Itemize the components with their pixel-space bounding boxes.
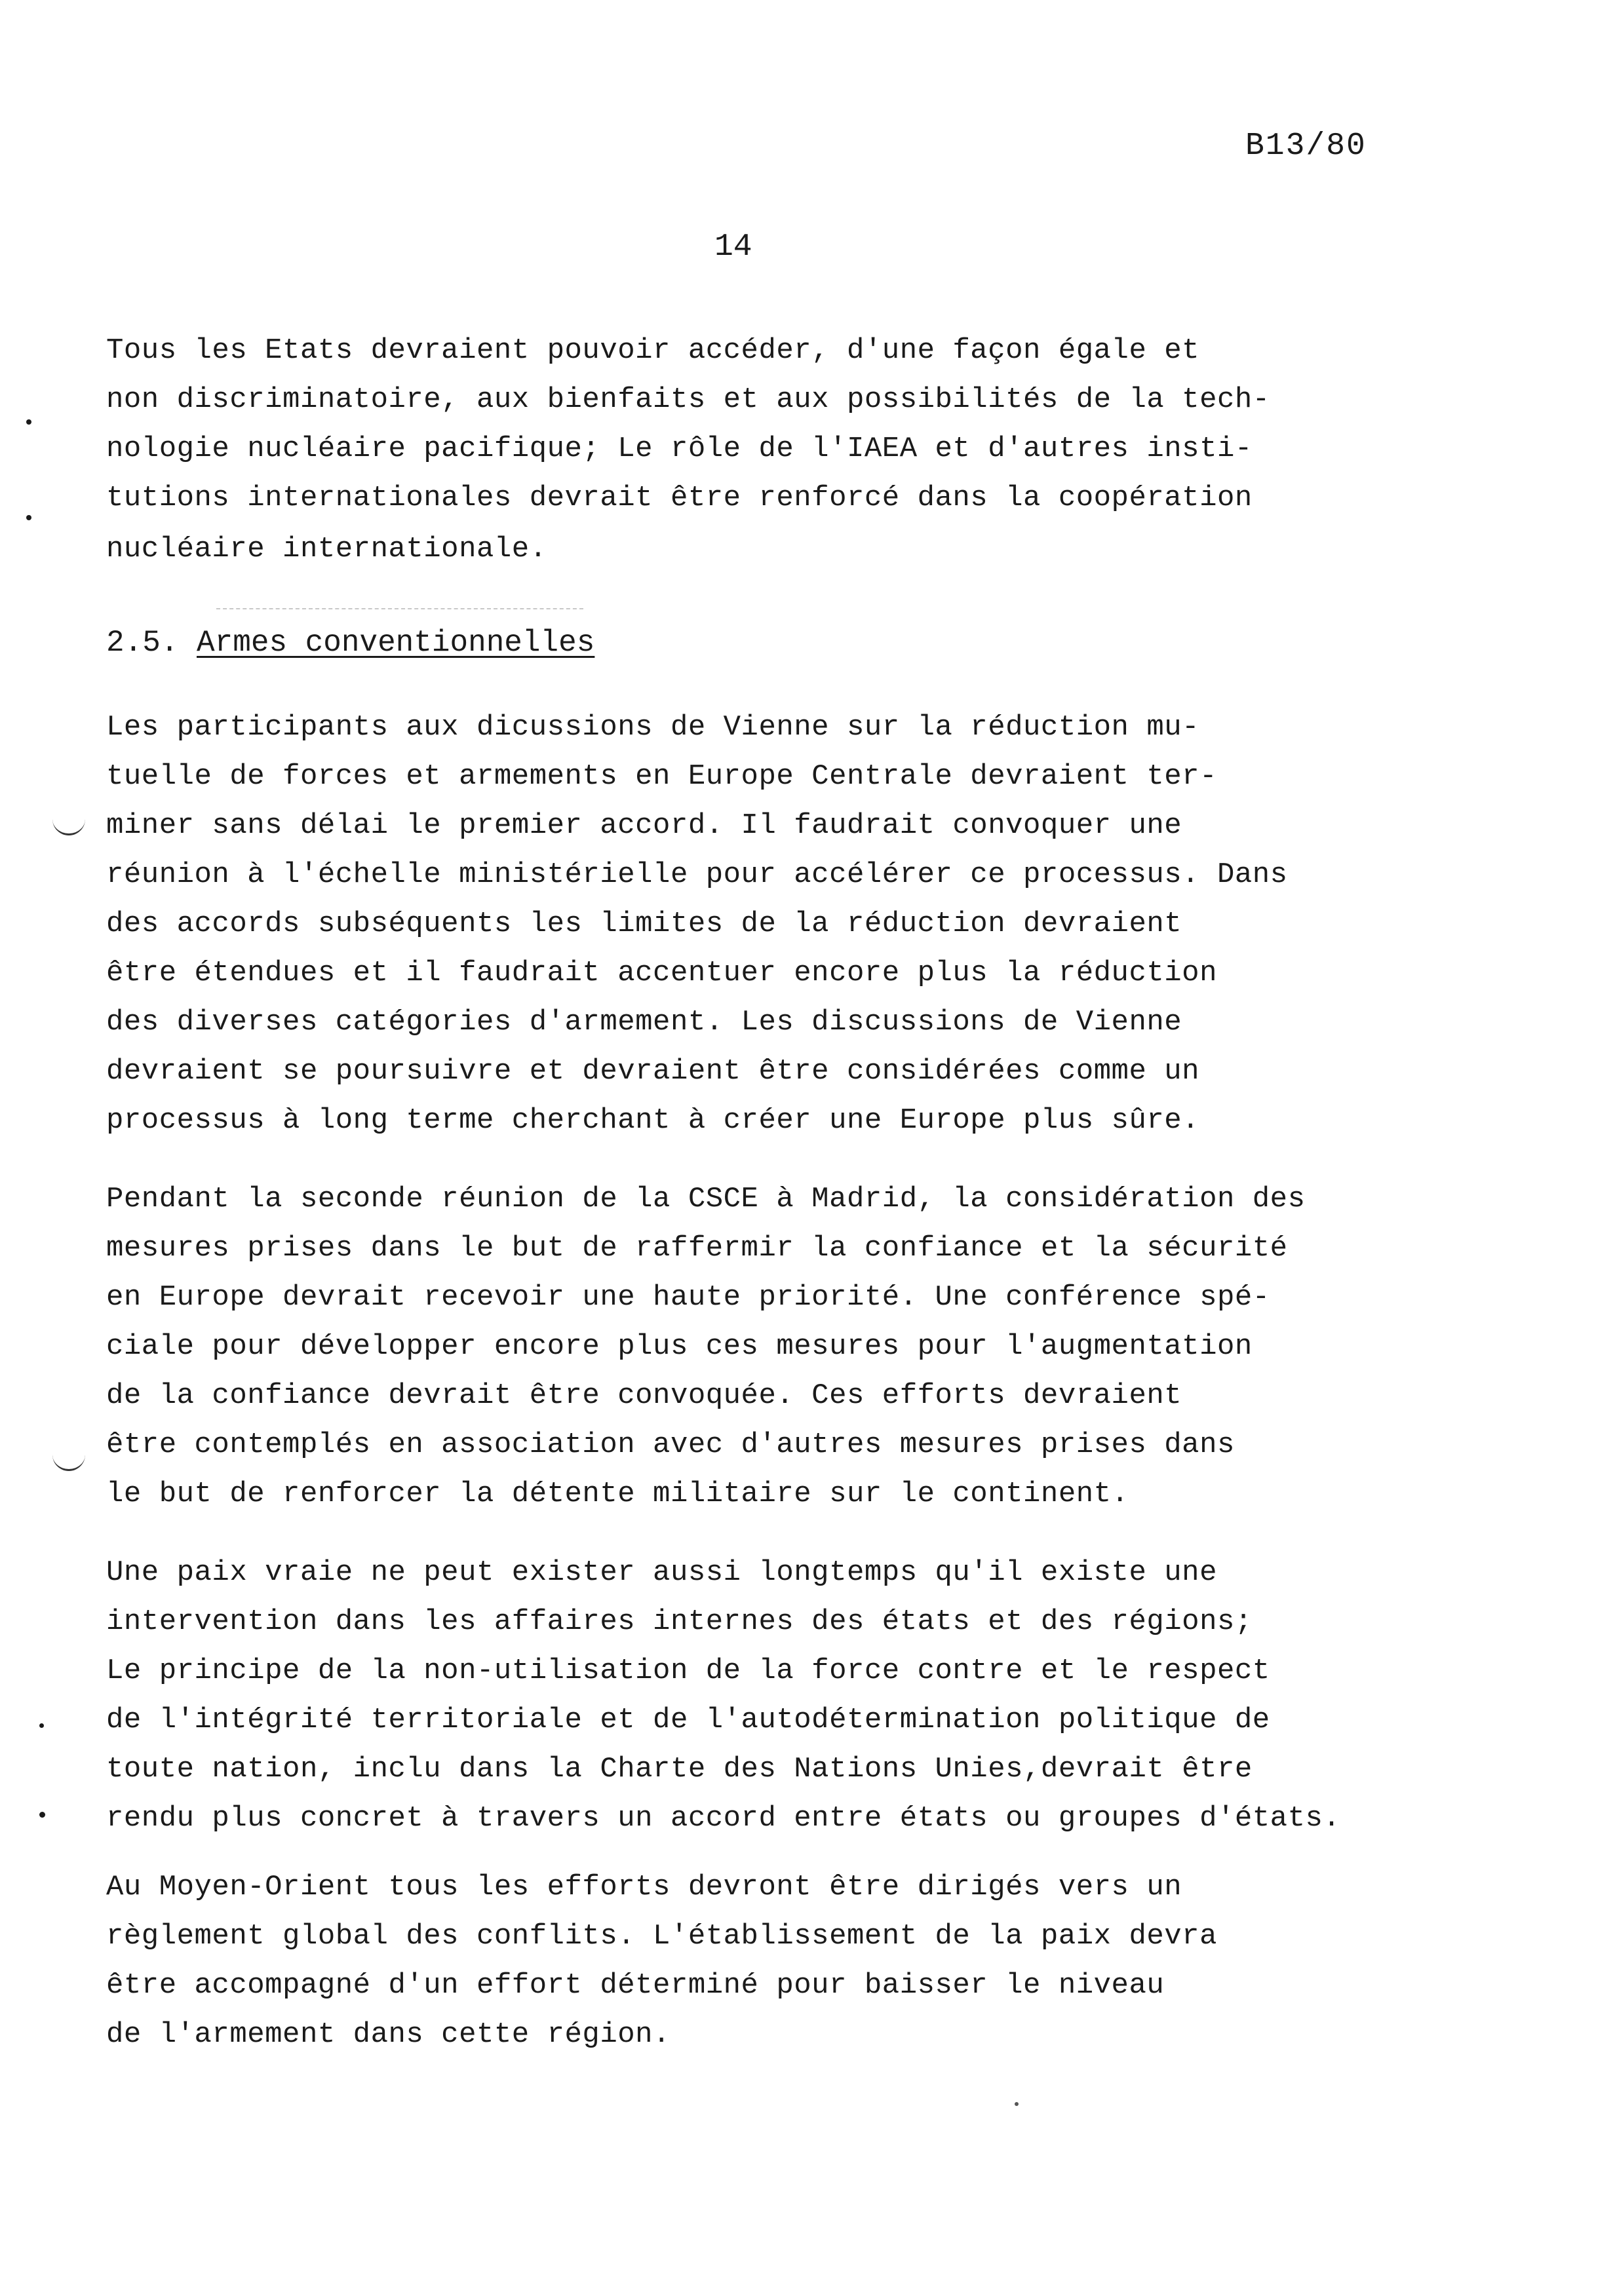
text-line: non discriminatoire, aux bienfaits et aux possibilités de la tech- [106,383,1270,416]
text-line: nologie nucléaire pacifique; Le rôle de l'IAEA et d'autres insti- [106,432,1253,465]
text-line: ciale pour développer encore plus ces mesures pour l'augmentation [106,1330,1253,1363]
document-reference: B13/80 [1245,128,1367,164]
text-line: Le principe de la non-utilisation de la force contre et le respect [106,1655,1270,1687]
text-line: intervention dans les affaires internes des états et des régions; [106,1605,1253,1638]
text-line: toute nation, inclu dans la Charte des Nations Unies,devrait être [106,1753,1253,1786]
margin-dot [39,1723,44,1728]
page-number: 14 [714,229,752,265]
text-line: des diverses catégories d'armement. Les discussions de Vienne [106,1006,1182,1039]
text-line: tutions internationales devrait être renforcé dans la coopération [106,482,1253,514]
text-line: des accords subséquents les limites de la réduction devraient [106,908,1182,940]
ink-speck [1015,2102,1019,2106]
text-line: mesures prises dans le but de raffermir la confiance et la sécurité [106,1232,1288,1265]
text-line: miner sans délai le premier accord. Il faudrait convoquer une [106,809,1182,842]
margin-curve-mark [52,1455,85,1471]
text-line: Pendant la seconde réunion de la CSCE à Madrid, la considération des [106,1183,1306,1215]
margin-dot [39,1812,45,1818]
text-line: devraient se poursuivre et devraient être considérées comme un [106,1055,1200,1088]
text-line: processus à long terme cherchant à créer une Europe plus sûre. [106,1104,1200,1137]
text-line: Au Moyen-Orient tous les efforts devront être dirigés vers un [106,1871,1182,1904]
text-line: règlement global des conflits. L'établissement de la paix devra [106,1920,1217,1953]
text-line: être accompagné d'un effort déterminé pour baisser le niveau [106,1969,1165,2002]
section-number: 2.5. [106,626,179,660]
margin-dot [26,419,31,425]
text-line: nucléaire internationale. [106,533,547,565]
text-line: rendu plus concret à travers un accord entre états ou groupes d'états. [106,1802,1341,1835]
text-line: en Europe devrait recevoir une haute priorité. Une conférence spé- [106,1281,1270,1314]
text-line: Une paix vraie ne peut exister aussi longtemps qu'il existe une [106,1556,1217,1589]
section-title: Armes conventionnelles [197,626,595,660]
margin-curve-mark [52,819,85,835]
margin-dot [26,515,31,520]
text-line: de la confiance devrait être convoquée. Ces efforts devraient [106,1379,1182,1412]
section-heading [106,626,594,660]
text-line: de l'armement dans cette région. [106,2018,671,2051]
text-line: Tous les Etats devraient pouvoir accéder, d'une façon égale et [106,334,1200,367]
text-line: être étendues et il faudrait accentuer encore plus la réduction [106,957,1217,989]
text-line: réunion à l'échelle ministérielle pour accélérer ce processus. Dans [106,858,1288,891]
text-line: le but de renforcer la détente militaire sur le continent. [106,1478,1129,1510]
faint-dashed-mark [216,608,583,609]
text-line: de l'intégrité territoriale et de l'autodétermination politique de [106,1704,1270,1736]
text-line: tuelle de forces et armements en Europe Centrale devraient ter- [106,760,1217,793]
text-line: être contemplés en association avec d'autres mesures prises dans [106,1428,1235,1461]
text-line: Les participants aux dicussions de Vienne sur la réduction mu- [106,711,1200,744]
